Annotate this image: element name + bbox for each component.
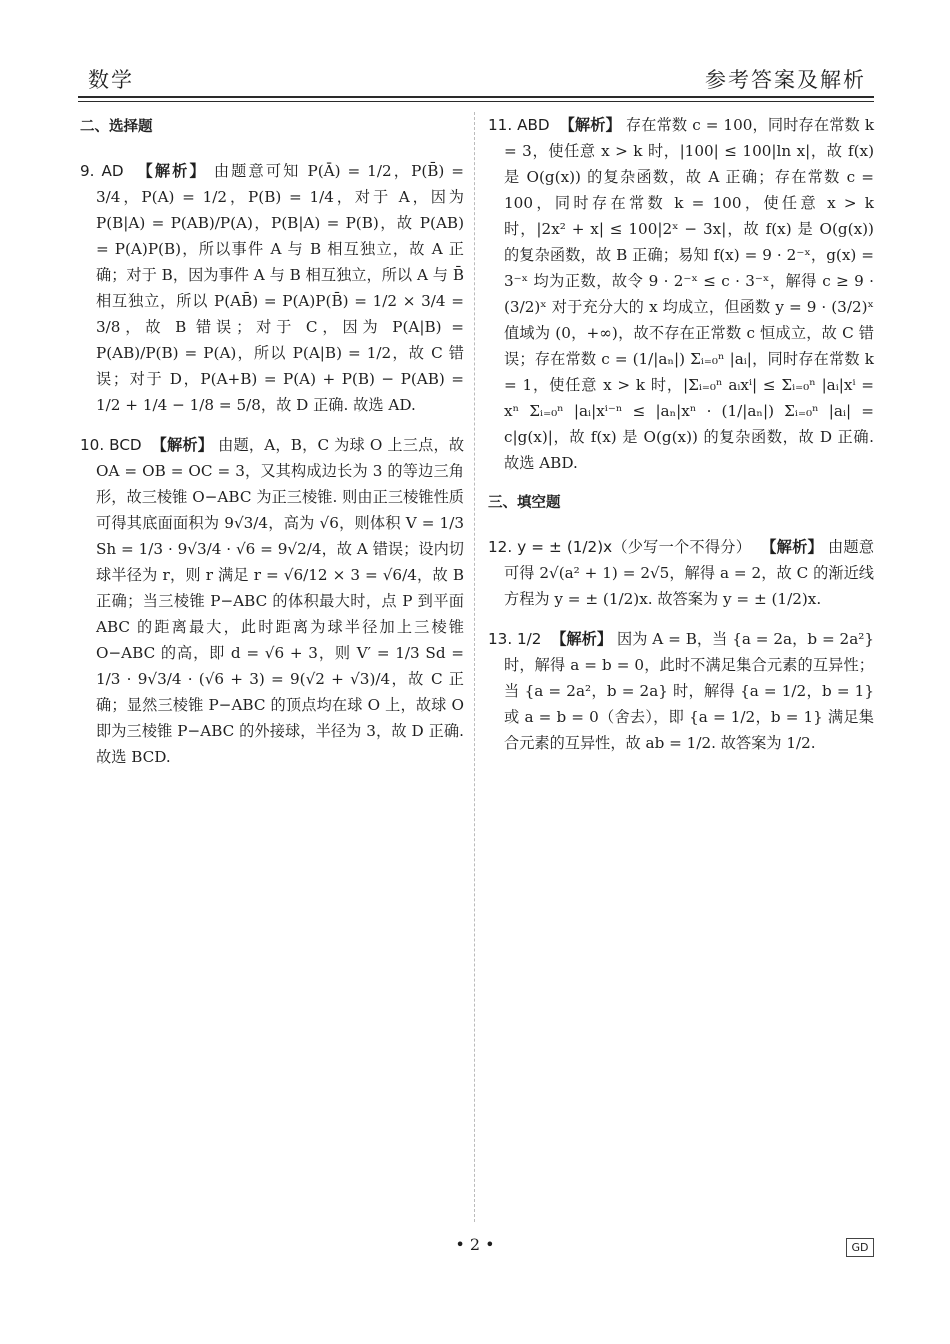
analysis-tag: 【解析】: [551, 630, 613, 648]
analysis-tag: 【解析】: [151, 436, 214, 454]
analysis-text: 由题意可知 P(Ā) = 1/2，P(B̄) = 3/4，P(A) = 1/2，P(B) = 1/4，对于 A，因为 P(B|A) = P(AB)/P(A)，P(B|A) = P(B)，故 P(AB) = P(A)P(B)，所以事件 A 与 B 相互独立，故 A 正确；对于 B，因为事件 A 与 B 相互独立，所以 A 与 B̄ 相互独立，所以 P(AB̄) = P(A)P(B̄) = 1/2 × 3/4 = 3/8，故 B 错误；对于 C，因为 P(A|B) = P(AB)/P(B) = P(A)，所以 P(A|B) = 1/2，故 C 错误；对于 D，P(A+B) = P(A) + P(B) − P(AB) = 1/2 + 1/4 − 1/8 = 5/8，故 D 正确. 故选 AD.: [96, 162, 465, 414]
header-rule-thin: [78, 101, 874, 102]
region-badge: GD: [846, 1238, 874, 1257]
answer-head: 9. AD: [80, 162, 124, 180]
answer-head: 12. y = ± (1/2)x（少写一个不得分）: [488, 538, 752, 556]
answer-item-11: [488, 112, 874, 476]
section-heading-choice: 二、选择题: [80, 119, 153, 135]
analysis-text: 由题，A，B，C 为球 O 上三点，故 OA = OB = OC = 3，又其构成边长为 3 的等边三角形，故三棱锥 O−ABC 为正三棱锥. 则由正三棱锥性质可得其底面面积为 9√3/4，高为 √6，则体积 V = 1/3 Sh = 1/3 · 9√3/4 · √6 = 9√2/4，故 A 错误；设内切球半径为 r，则 r 满足 r = √6/12 × 3 = √6/4，故 B 正确；当三棱锥 P−ABC 的体积最大时，点 P 到平面 ABC 的距离最大，此时距离为球半径加上三棱锥 O−ABC 的高，即 d = √6 + 3，则 V′ = 1/3 Sd = 1/3 · 9√3/4 · (√6 + 3) = 9(√2 + √3)/4，故 C 正确；显然三棱锥 P−ABC 的顶点均在球 O 上，故球 O 即为三棱锥 P−ABC 的外接球，半径为 3，故 D 正确. 故选 BCD.: [96, 436, 465, 766]
answer-head: 10. BCD: [80, 436, 142, 454]
answer-head: 11. ABD: [488, 116, 550, 134]
right-column: [488, 112, 874, 770]
analysis-tag: 【解析】: [137, 162, 207, 180]
answer-item-13: [488, 626, 874, 756]
answer-item-12: [488, 534, 874, 612]
section-heading-fill: 三、填空题: [488, 495, 561, 511]
page-number: • 2 •: [455, 1235, 495, 1254]
analysis-text: 由题意可得 2√(a² + 1) = 2√5，解得 a = 2，故 C 的渐近线方程为 y = ± (1/2)x. 故答案为 y = ± (1/2)x.: [504, 538, 875, 608]
answer-item-9: [80, 158, 464, 418]
header-rule-thick: [78, 96, 874, 98]
analysis-tag: 【解析】: [559, 116, 621, 134]
answer-item-10: [80, 432, 464, 770]
answer-head: 13. 1/2: [488, 630, 542, 648]
left-column: [80, 112, 464, 784]
analysis-tag: 【解析】: [761, 538, 823, 556]
section-title: 参考答案及解析: [705, 68, 866, 92]
analysis-text: 存在常数 c = 100，同时存在常数 k = 3，使任意 x > k 时，|100| ≤ 100|ln x|，故 f(x) 是 O(g(x)) 的复杂函数，故 A 正确；存在常数 c = 100，同时存在常数 k = 100，使任意 x > k 时，|2x² + x| ≤ 100|2ˣ − 3x|，故 f(x) 是 O(g(x)) 的复杂函数，故 B 正确；易知 f(x) = 9 · 2⁻ˣ，g(x) = 3⁻ˣ 均为正数，故令 9 · 2⁻ˣ ≤ c · 3⁻ˣ，解得 c ≥ 9 · (3/2)ˣ 对于充分大的 x 均成立，但函数 y = 9 · (3/2)ˣ 值域为 (0，+∞)，故不存在正常数 c 恒成立，故 C 错误；存在常数 c = (1/|aₙ|) Σᵢ₌₀ⁿ |aᵢ|，同时存在常数 k = 1，使任意 x > k 时，|Σᵢ₌₀ⁿ aᵢxⁱ| ≤ Σᵢ₌₀ⁿ |aᵢ|xⁱ = xⁿ Σᵢ₌₀ⁿ |aᵢ|xⁱ⁻ⁿ ≤ |aₙ|xⁿ · (1/|aₙ|) Σᵢ₌₀ⁿ |aᵢ| = c|g(x)|，故 f(x) 是 O(g(x)) 的复杂函数，故 D 正确. 故选 ABD.: [504, 116, 875, 472]
subject-title: 数学: [88, 68, 134, 92]
page-header: [78, 58, 874, 98]
column-divider: [474, 112, 475, 1222]
analysis-text: 因为 A = B，当 {a = 2a，b = 2a²} 时，解得 a = b = 0，此时不满足集合元素的互异性；当 {a = 2a²，b = 2a} 时，解得 {a = 1/2，b = 1} 或 a = b = 0（舍去），即 {a = 1/2，b = 1} 满足集合元素的互异性，故 ab = 1/2. 故答案为 1/2.: [504, 630, 875, 752]
